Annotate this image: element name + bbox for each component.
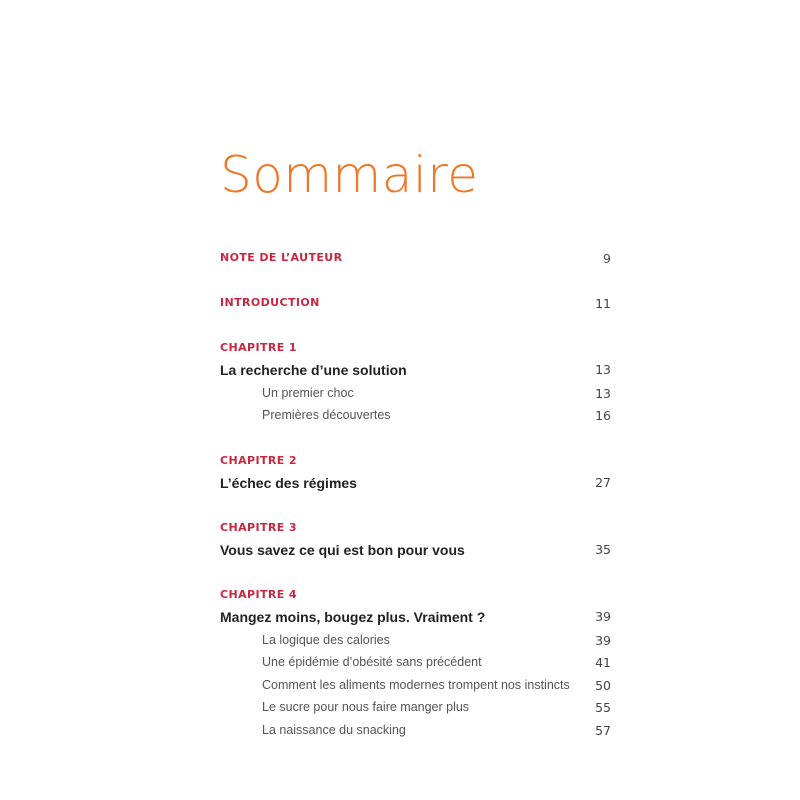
toc-page-number: 55 — [595, 700, 611, 715]
chapter-title: L’échec des régimes — [220, 475, 357, 491]
chapter-number-label: CHAPITRE 2 — [220, 454, 297, 467]
toc-page-number: 57 — [595, 723, 611, 738]
chapter-number-label: CHAPITRE 1 — [220, 341, 297, 354]
toc-page-number: 39 — [595, 609, 611, 624]
toc-entry-sub[interactable] — [220, 655, 611, 675]
toc-page-number: 9 — [603, 251, 611, 266]
toc-entry-sub[interactable] — [220, 723, 611, 743]
toc-page-number: 39 — [595, 633, 611, 648]
toc-entry-sub[interactable] — [220, 408, 611, 428]
toc-section-label: INTRODUCTION — [220, 296, 320, 309]
toc-page-number: 35 — [595, 542, 611, 557]
toc-entry-chapter-1[interactable] — [220, 362, 611, 382]
subsection-title: Comment les aliments modernes trompent nos instincts — [262, 678, 570, 692]
toc-entry-sub[interactable] — [220, 700, 611, 720]
chapter-number-label: CHAPITRE 3 — [220, 521, 297, 534]
subsection-title: La logique des calories — [262, 633, 390, 647]
toc-entry-chapter-3[interactable] — [220, 542, 611, 562]
toc-page-number: 50 — [595, 678, 611, 693]
subsection-title: Premières découvertes — [262, 408, 391, 422]
toc-page-number: 41 — [595, 655, 611, 670]
toc-page-number: 27 — [595, 475, 611, 490]
chapter-title: Vous savez ce qui est bon pour vous — [220, 542, 465, 558]
subsection-title: Le sucre pour nous faire manger plus — [262, 700, 470, 714]
chapter-title: Mangez moins, bougez plus. Vraiment ? — [220, 609, 486, 625]
toc-chapter-kicker-3 — [220, 521, 611, 541]
toc-entry-sub[interactable] — [220, 633, 611, 653]
toc-entry-sub[interactable] — [220, 386, 611, 406]
toc-section-label: NOTE DE L’AUTEUR — [220, 251, 343, 264]
toc-entry-chapter-2[interactable] — [220, 475, 611, 495]
toc-entry-chapter-4[interactable] — [220, 609, 611, 629]
toc-chapter-kicker-1 — [220, 341, 611, 361]
toc-page-number: 16 — [595, 408, 611, 423]
toc-chapter-kicker-2 — [220, 454, 611, 474]
subsection-title: Un premier choc — [262, 386, 354, 400]
toc-page-number: 13 — [595, 362, 611, 377]
chapter-title: La recherche d’une solution — [220, 362, 407, 378]
toc-chapter-kicker-4 — [220, 588, 611, 608]
subsection-title: La naissance du snacking — [262, 723, 406, 737]
toc-entry-note-auteur[interactable] — [220, 251, 611, 271]
toc-entry-sub[interactable] — [220, 678, 611, 698]
toc-page-number: 13 — [595, 386, 611, 401]
page-title: Sommaire — [220, 146, 479, 204]
toc-entry-introduction[interactable] — [220, 296, 611, 316]
subsection-title: Une épidémie d’obésité sans précédent — [262, 655, 482, 669]
toc-page-number: 11 — [595, 296, 611, 311]
chapter-number-label: CHAPITRE 4 — [220, 588, 297, 601]
